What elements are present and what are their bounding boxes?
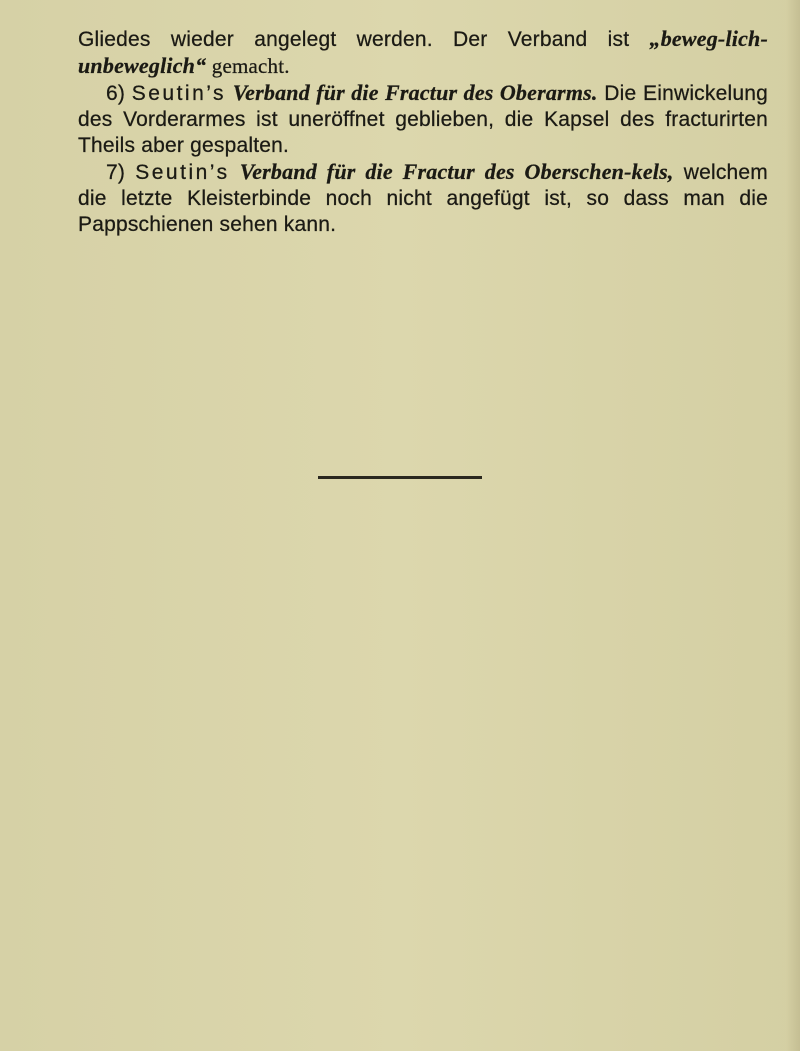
continuation-text-1: Gliedes wieder angelegt werden. Der Verband ist [78,28,650,51]
continuation-text-2: gemacht. [206,54,290,78]
para-6-body: Die Einwickelung des Vorderarmes ist uneröffnet geblieben, die Kapsel des fracturirten Theils aber gespalten. [78,82,768,157]
para-7-title: Verband für die Fractur des Oberschen-kels, [239,159,674,184]
paragraph-6 [78,80,768,159]
para-6-number: 6) [106,82,126,105]
para-7-body: welchem die letzte Kleisterbinde noch nicht angefügt ist, so dass man die Pappschienen sehen kann. [78,161,768,236]
page-edge-shadow [786,0,800,1051]
section-divider-rule [318,476,482,479]
para-6-title: Verband für die Fractur des Oberarms. [232,80,598,105]
para-7-number: 7) [106,161,126,184]
text-body [78,26,768,238]
para-7-author: Seutin’s [135,161,230,184]
paragraph-continuation [78,26,768,80]
para-6-author: Seutin’s [131,82,227,105]
continuation-italic: „beweg-lich-unbeweglich“ [78,26,768,78]
paragraph-7 [78,159,768,238]
